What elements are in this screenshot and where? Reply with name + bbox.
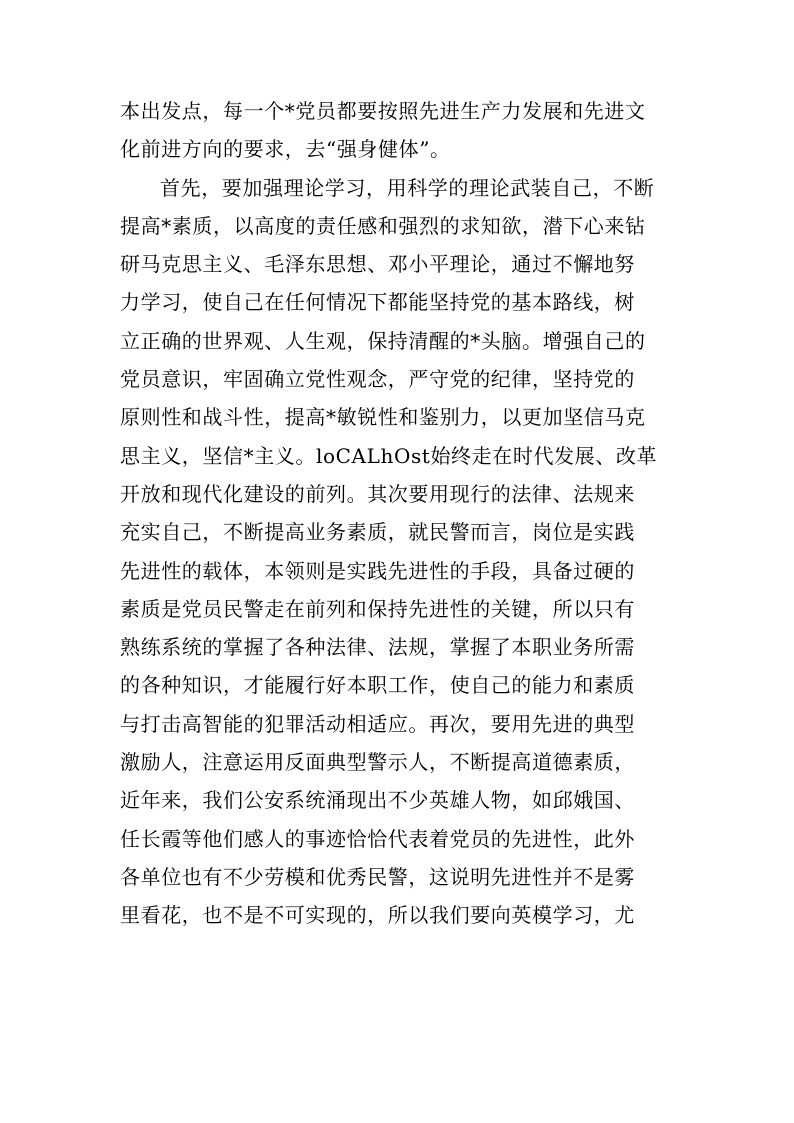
text-line: 原则性和战斗性，提高*敏锐性和鉴别力，以更加坚信马克: [120, 405, 646, 430]
text-line: 首先，要加强理论学习，用科学的理论武装自己，不断: [160, 175, 655, 200]
text-line: 与打击高智能的犯罪活动相适应。再次，要用先进的典型: [120, 711, 635, 736]
text-line: 开放和现代化建设的前列。其次要用现行的法律、法规来: [120, 481, 635, 506]
text-line: 的各种知识，才能履行好本职工作，使自己的能力和素质: [120, 673, 635, 698]
text-line: 熟练系统的掌握了各种法律、法规，掌握了本职业务所需: [120, 635, 635, 660]
text-line: 任长霞等他们感人的事迹恰恰代表着党员的先进性，此外: [120, 826, 635, 851]
text-line: 本出发点，每一个*党员都要按照先进生产力发展和先进文: [120, 99, 646, 123]
text-line: 近年来，我们公安系统涌现出不少英雄人物，如邱娥国、: [120, 788, 635, 813]
text-line: 研马克思主义、毛泽东思想、邓小平理论，通过不懈地努: [120, 252, 635, 277]
body-text: [120, 92, 680, 935]
text-line: 思主义，坚信*主义。loCALhOst始终走在时代发展、改革: [120, 443, 658, 468]
text-line: 激励人，注意运用反面典型警示人，不断提高道德素质，: [120, 750, 635, 775]
text-line: 力学习，使自己在任何情况下都能坚持党的基本路线，树: [120, 290, 635, 315]
text-line: 立正确的世界观、人生观，保持清醒的*头脑。增强自己的: [120, 328, 646, 353]
text-line: 各单位也有不少劳模和优秀民警，这说明先进性并不是雾: [120, 864, 635, 889]
text-line: 充实自己，不断提高业务素质，就民警而言，岗位是实践: [120, 520, 635, 545]
text-line: 提高*素质，以高度的责任感和强烈的求知欲，潜下心来钻: [120, 213, 646, 238]
text-line: 先进性的载体，本领则是实践先进性的手段，具备过硬的: [120, 558, 635, 583]
text-line: 党员意识，牢固确立党性观念，严守党的纪律，坚持党的: [120, 367, 635, 392]
text-line: 素质是党员民警走在前列和保持先进性的关键，所以只有: [120, 596, 635, 621]
text-line: 里看花，也不是不可实现的，所以我们要向英模学习，尤: [120, 903, 635, 928]
text-line: 化前进方向的要求，去“强身健体”。: [120, 137, 451, 162]
